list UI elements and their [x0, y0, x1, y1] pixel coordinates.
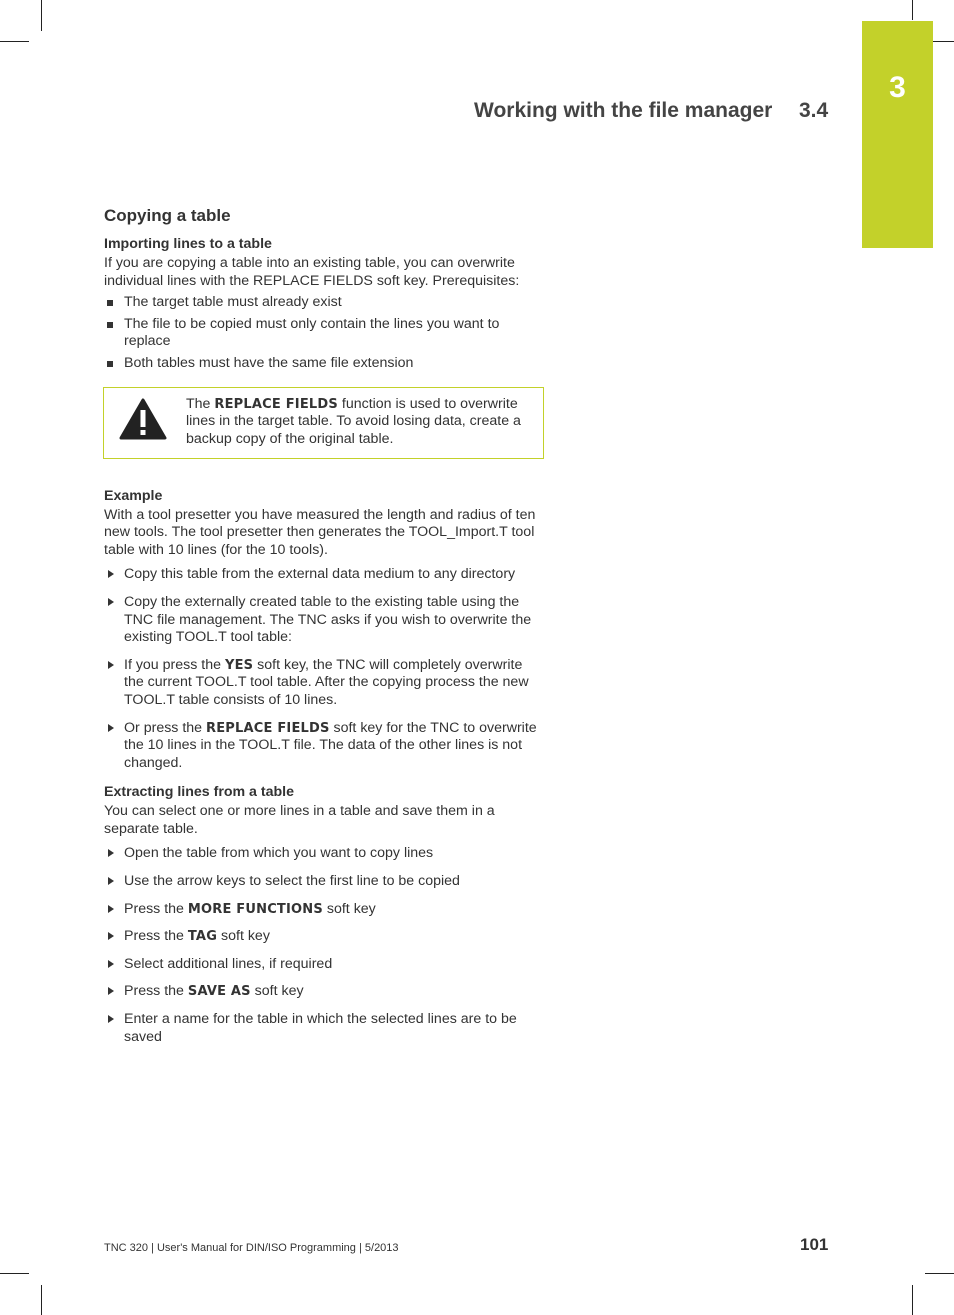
extracting-steps [104, 845, 544, 1046]
warning-triangle-icon [118, 396, 168, 442]
prereq-list [104, 294, 544, 372]
list-item [104, 983, 544, 1001]
section-title: Copying a table [104, 206, 231, 225]
crop-mark [912, 1285, 913, 1315]
step-text: Use the arrow keys to select the first line to be copied [124, 873, 460, 890]
footer-text: TNC 320 | User's Manual for DIN/ISO Programming | 5/2013 [104, 1242, 399, 1254]
crop-mark [0, 41, 29, 42]
main-content [104, 205, 544, 1046]
step-text-end: soft key [250, 983, 304, 1000]
crop-mark [912, 0, 913, 20]
list-item [104, 928, 544, 946]
list-item [104, 873, 544, 891]
softkey-label: YES [224, 657, 254, 673]
list-item: The target table must already exist [104, 294, 544, 312]
running-head-title: Working with the file manager [474, 99, 773, 122]
list-item: Both tables must have the same file extension [104, 355, 544, 373]
list-item [104, 845, 544, 863]
step-text-start: Or press the [124, 719, 207, 736]
note-text [186, 396, 538, 449]
step-text: Select additional lines, if required [124, 955, 333, 972]
step-text-end: soft key [322, 900, 376, 917]
warning-note [103, 387, 544, 459]
softkey-label: MORE FUNCTIONS [187, 901, 323, 917]
step-text-end: soft key [217, 928, 270, 945]
crop-mark [41, 1285, 42, 1315]
step-text-end: soft key, the TNC will completely overwrite the current TOOL.T tool table. After the copying process the new TOOL.T table consists of 10 lines. [124, 656, 529, 708]
list-item [104, 594, 544, 647]
example-intro: With a tool presetter you have measured the length and radius of ten new tools. The tool presetter then generates the TOOL_Import.T tool table with 10 lines (for the 10 tools). [104, 506, 536, 558]
importing-heading: Importing lines to a table [104, 236, 272, 252]
crop-mark [41, 0, 42, 31]
running-head [474, 98, 834, 124]
step-text-start: Press the [124, 900, 188, 917]
list-item [104, 720, 544, 773]
list-item [104, 566, 544, 584]
step-text: Enter a name for the table in which the selected lines are to be saved [124, 1011, 517, 1045]
extracting-intro: You can select one or more lines in a table and save them in a separate table. [104, 803, 495, 837]
note-text-end: function is used to overwrite lines in the target table. To avoid losing data, create a backup copy of the original table. [186, 395, 521, 447]
step-text-start: If you press the [124, 656, 225, 673]
softkey-label: TAG [187, 929, 218, 945]
list-item [104, 956, 544, 974]
example-heading: Example [104, 487, 163, 504]
note-text-start: The [186, 395, 215, 412]
chapter-tab [862, 21, 933, 248]
chapter-number: 3 [889, 71, 906, 104]
example-steps [104, 566, 544, 772]
list-item [104, 901, 544, 919]
step-text-start: Press the [124, 983, 188, 1000]
list-item [104, 657, 544, 710]
step-text: Copy this table from the external data medium to any directory [124, 566, 516, 583]
step-text: Copy the externally created table to the existing table using the TNC file management. The TNC asks if you wish to overwrite the existing TOOL.T tool table: [124, 593, 532, 646]
page-number: 101 [800, 1235, 829, 1254]
crop-mark [0, 1273, 29, 1274]
softkey-label: REPLACE FIELDS [214, 396, 338, 412]
importing-intro: If you are copying a table into an existing table, you can overwrite individual lines with the REPLACE FIELDS soft key. Prerequisites: [104, 255, 520, 289]
list-item: The file to be copied must only contain the lines you want to replace [104, 316, 544, 351]
list-item [104, 1011, 544, 1046]
crop-mark [925, 1273, 954, 1274]
running-head-section: 3.4 [799, 99, 829, 122]
step-text-start: Press the [124, 928, 188, 945]
softkey-label: SAVE AS [187, 984, 251, 1000]
softkey-label: REPLACE FIELDS [206, 720, 330, 736]
extracting-heading: Extracting lines from a table [104, 784, 295, 801]
step-text-end: soft key for the TNC to overwrite the 10 lines in the TOOL.T file. The data of the other lines is not changed. [124, 719, 537, 771]
step-text: Open the table from which you want to copy lines [124, 845, 434, 862]
